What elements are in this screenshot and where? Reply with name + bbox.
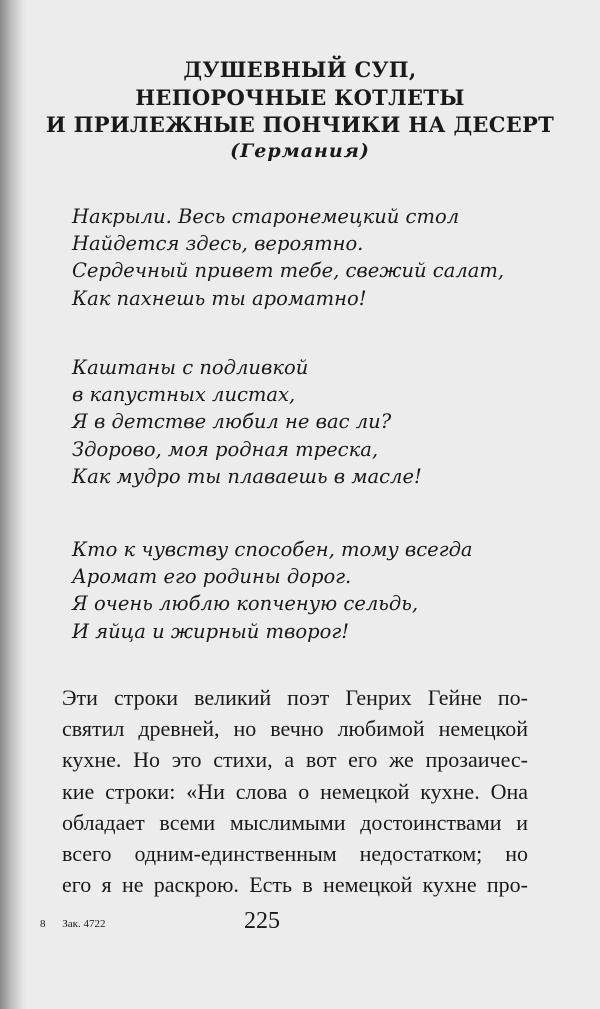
- poem-line: Я в детстве любил не вас ли?: [72, 410, 392, 434]
- poem-line: Как пахнешь ты ароматно!: [72, 286, 367, 310]
- title-line: И ПРИЛЕЖНЫЕ ПОНЧИКИ НА ДЕСЕРТ: [45, 112, 555, 137]
- poem-line: Кто к чувству способен, тому всегда: [72, 538, 473, 561]
- prose-line: святил древней, но вечно любимой немецкой: [62, 716, 528, 742]
- prose-line: его я не раскрою. Есть в немецкой кухне про-: [62, 872, 528, 898]
- prose-line: всего одним-единственным недостатком; но: [62, 841, 528, 867]
- poem-line: Как мудро ты плаваешь в масле!: [72, 464, 422, 488]
- prose-paragraph: [62, 682, 528, 900]
- poem-line: Каштаны с подливкой: [72, 356, 309, 379]
- title-line: НЕПОРОЧНЫЕ КОТЛЕТЫ: [135, 84, 465, 110]
- poem-line: Здорово, моя родная треска,: [72, 437, 379, 461]
- title-line: ДУШЕВНЫЙ СУП,: [183, 57, 417, 82]
- prose-line: кие строки: «Ни слова о немецкой кухне. Она: [62, 778, 528, 804]
- prose-line: кухне. Но это стихи, а вот его же прозаичес-: [62, 747, 528, 773]
- poem-stanza-1: [72, 203, 504, 312]
- order-code: Зак. 4722: [62, 918, 106, 930]
- poem-line: Я очень люблю копченую сельдь,: [72, 592, 419, 616]
- poem-line: Найдется здесь, вероятно.: [72, 232, 364, 256]
- page-number: 225: [244, 908, 280, 934]
- chapter-title: [0, 56, 600, 139]
- poem-line: в капустных листах,: [72, 383, 296, 407]
- poem-line: Аромат его родины дорог.: [72, 565, 352, 589]
- prose-line: Эти строки великий поэт Генрих Гейне по-: [62, 685, 528, 710]
- poem-stanza-3: [72, 536, 473, 645]
- prose-line: обладает всеми мыслимыми достоинствами и: [62, 809, 528, 835]
- signature-mark: 8: [40, 918, 46, 930]
- poem-line: Накрыли. Весь старонемецкий стол: [72, 205, 460, 228]
- chapter-subtitle: (Германия): [230, 140, 370, 162]
- print-order-info: [40, 918, 120, 930]
- poem-stanza-2: [72, 354, 422, 490]
- poem-line: Сердечный привет тебе, свежий салат,: [72, 259, 505, 283]
- poem-line: И яйца и жирный творог!: [72, 619, 350, 643]
